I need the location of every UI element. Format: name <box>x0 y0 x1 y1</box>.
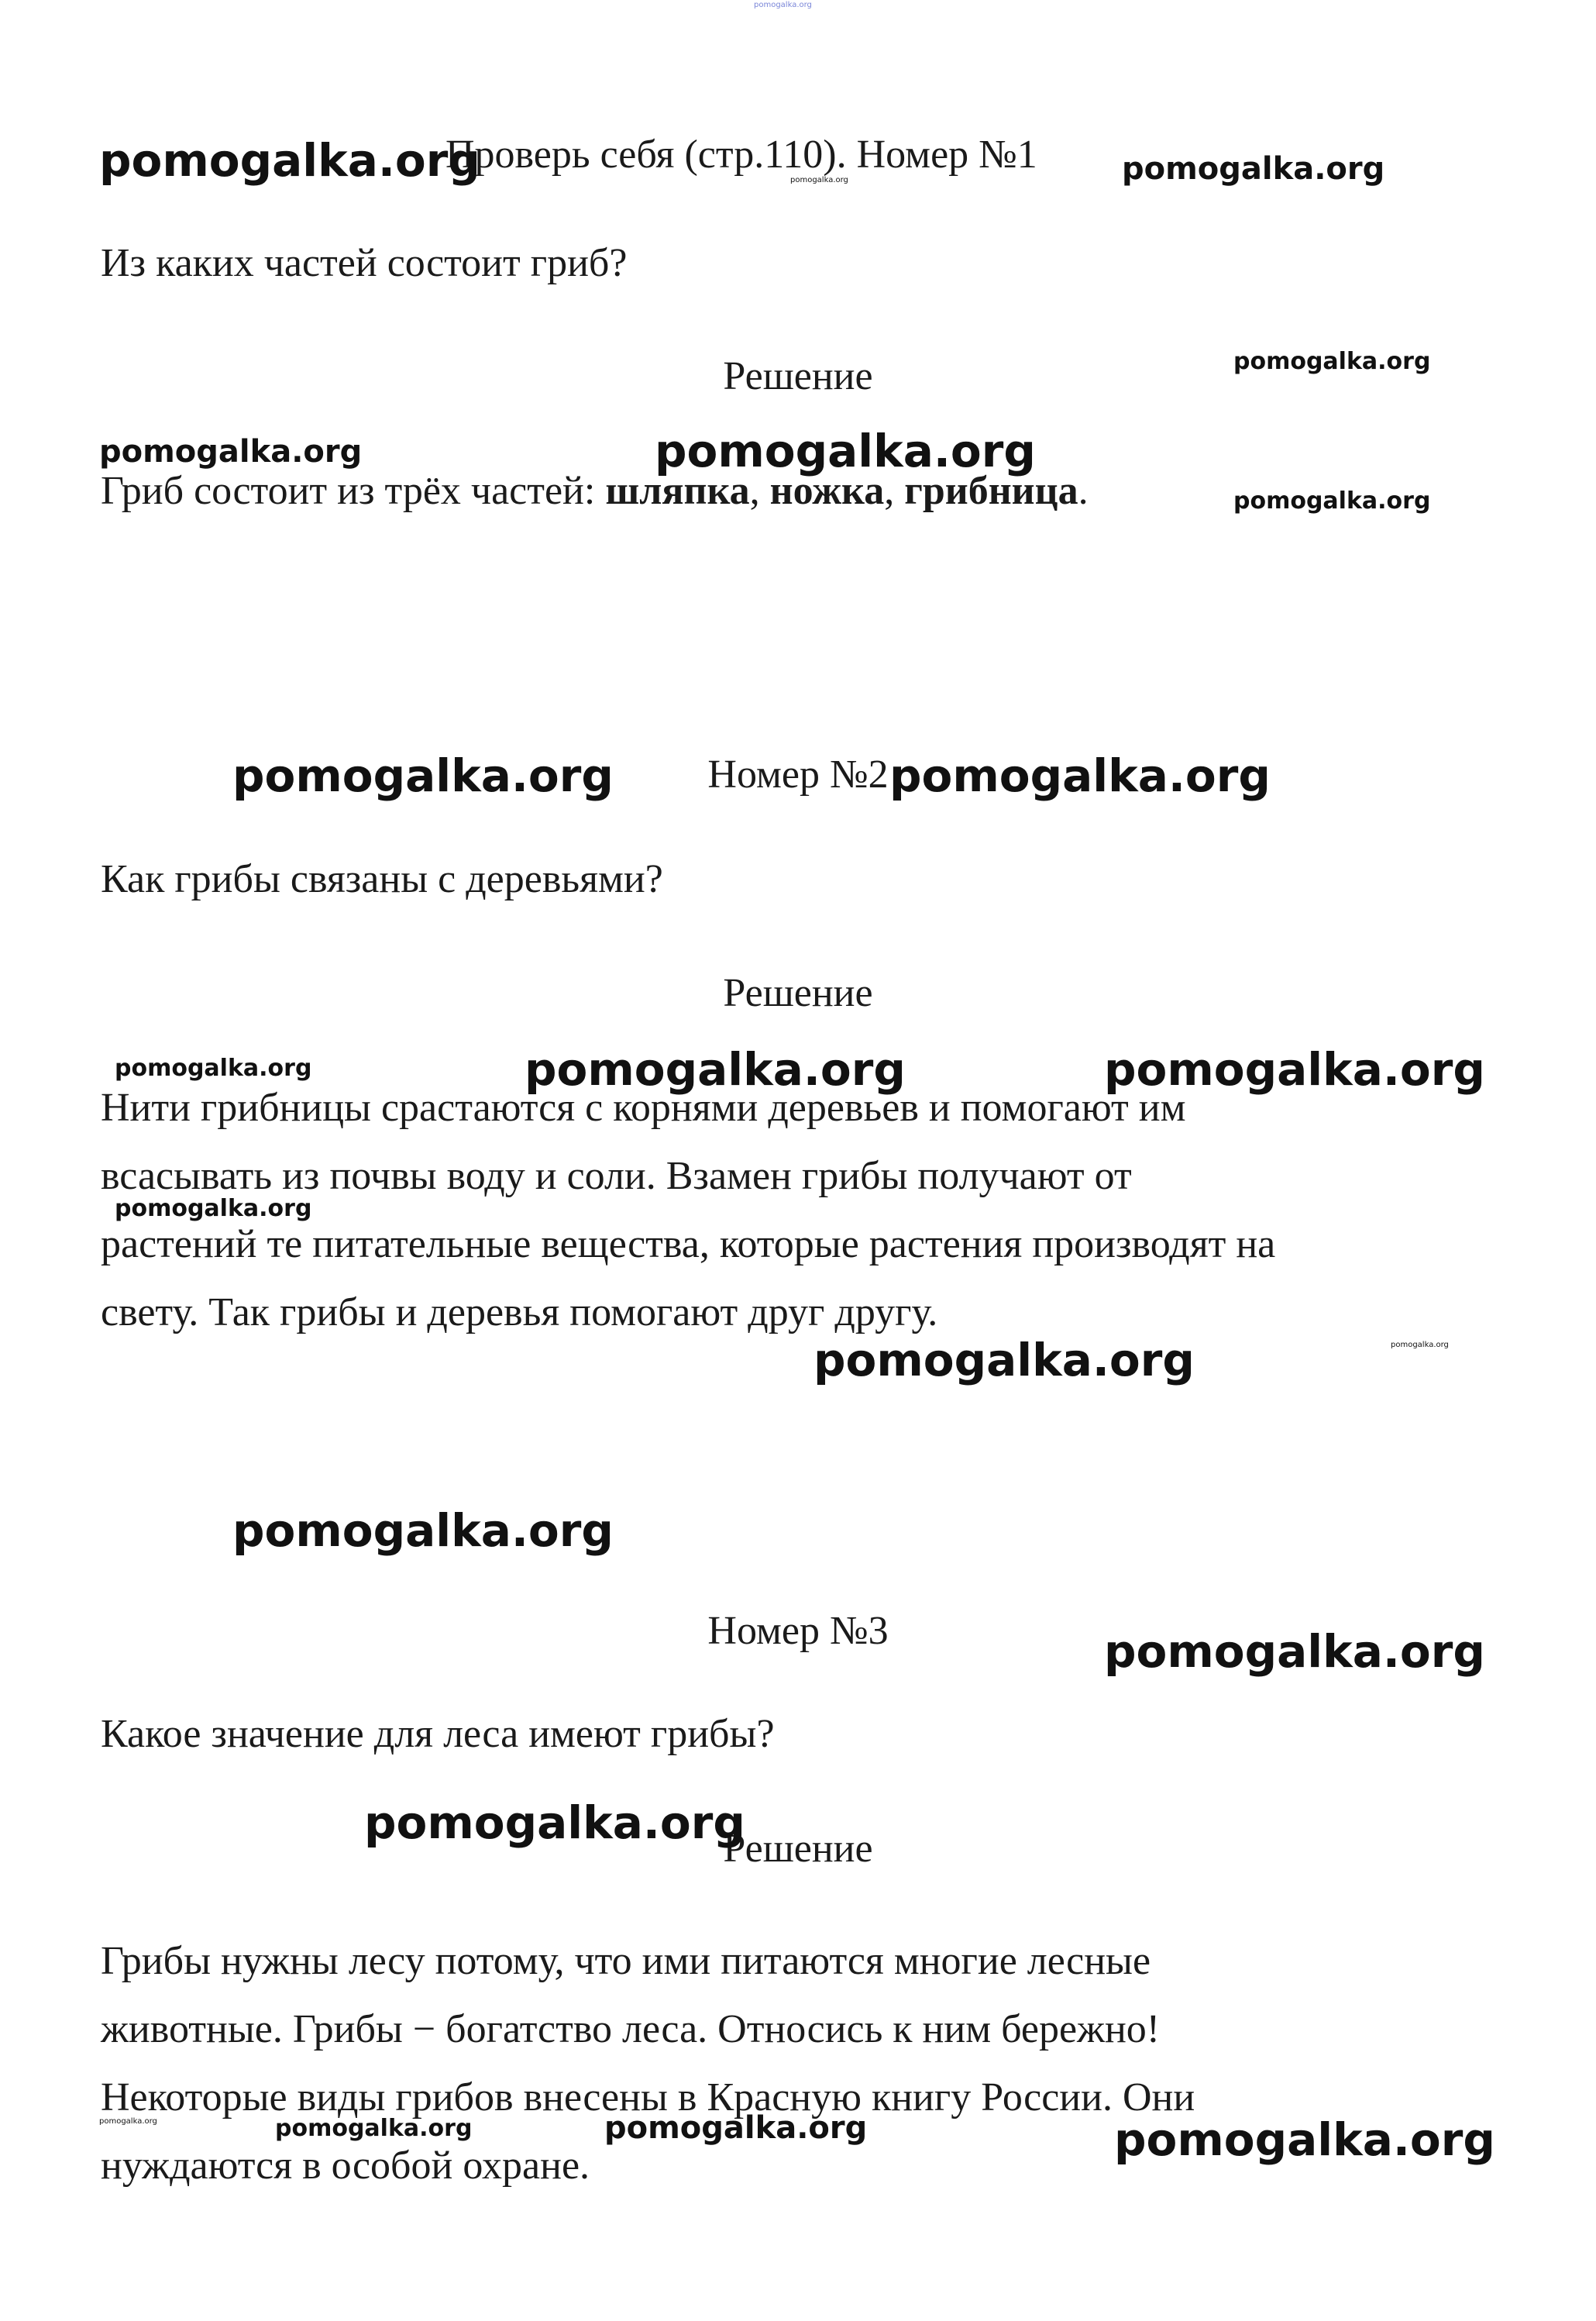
section1-heading: Проверь себя (стр.110). Номер №1 <box>445 133 1037 177</box>
section1-solution-label: Решение <box>723 354 873 398</box>
watermark: pomogalka.org <box>115 1055 312 1082</box>
answer-part-stem: ножка <box>769 469 885 513</box>
answer-prefix: Гриб состоит из трёх частей: <box>101 469 606 513</box>
section3-heading: Номер №3 <box>707 1609 889 1653</box>
watermark: pomogalka.org <box>115 1195 312 1222</box>
watermark: pomogalka.org <box>99 434 363 470</box>
watermark: pomogalka.org <box>1104 1625 1485 1678</box>
answer-line: Нити грибницы срастаются с корнями деревьев и помогают им <box>101 1086 1186 1130</box>
watermark: pomogalka.org <box>813 1334 1195 1386</box>
watermark: pomogalka.org <box>1233 487 1431 515</box>
section2-solution-label: Решение <box>723 971 873 1015</box>
section3-solution-label: Решение <box>723 1827 873 1871</box>
answer-end: . <box>1078 469 1089 513</box>
watermark: pomogalka.org <box>889 749 1271 802</box>
answer-line: нуждаются в особой охране. <box>101 2144 590 2188</box>
section3-question: Какое значение для леса имеют грибы? <box>101 1712 775 1756</box>
answer-line: Грибы нужны лесу потому, что ими питаются многие лесные <box>101 1939 1151 1983</box>
watermark: pomogalka.org <box>1391 1341 1449 1349</box>
watermark: pomogalka.org <box>1233 348 1431 375</box>
answer-sep: , <box>884 469 905 513</box>
section2-question: Как грибы связаны с деревьями? <box>101 857 663 901</box>
section2-heading: Номер №2 <box>707 752 889 797</box>
answer-line: животные. Грибы − богатство леса. Относись к ним бережно! <box>101 2007 1161 2051</box>
watermark: pomogalka.org <box>364 1796 745 1849</box>
watermark: pomogalka.org <box>99 134 480 187</box>
watermark: pomogalka.org <box>525 1043 906 1096</box>
watermark: pomogalka.org <box>1122 151 1385 187</box>
answer-part-mycelium: грибница <box>904 469 1078 513</box>
watermark: pomogalka.org <box>232 749 614 802</box>
watermark: pomogalka.org <box>1104 1043 1485 1096</box>
watermark: pomogalka.org <box>754 1 812 9</box>
answer-sep: , <box>749 469 770 513</box>
watermark: pomogalka.org <box>1114 2113 1495 2166</box>
section1-question: Из каких частей состоит гриб? <box>101 241 628 285</box>
answer-line: всасывать из почвы воду и соли. Взамен грибы получают от <box>101 1154 1132 1198</box>
answer-line: растений те питательные вещества, которые растения производят на <box>101 1222 1276 1266</box>
watermark: pomogalka.org <box>99 2117 157 2126</box>
watermark: pomogalka.org <box>275 2115 473 2142</box>
watermark: pomogalka.org <box>655 425 1036 477</box>
answer-line: Некоторые виды грибов внесены в Красную книгу России. Они <box>101 2075 1195 2120</box>
watermark: pomogalka.org <box>232 1504 614 1557</box>
answer-line: свету. Так грибы и деревья помогают друг другу. <box>101 1290 938 1334</box>
watermark: pomogalka.org <box>604 2110 868 2146</box>
watermark: pomogalka.org <box>790 176 848 184</box>
answer-part-cap: шляпка <box>605 469 750 513</box>
